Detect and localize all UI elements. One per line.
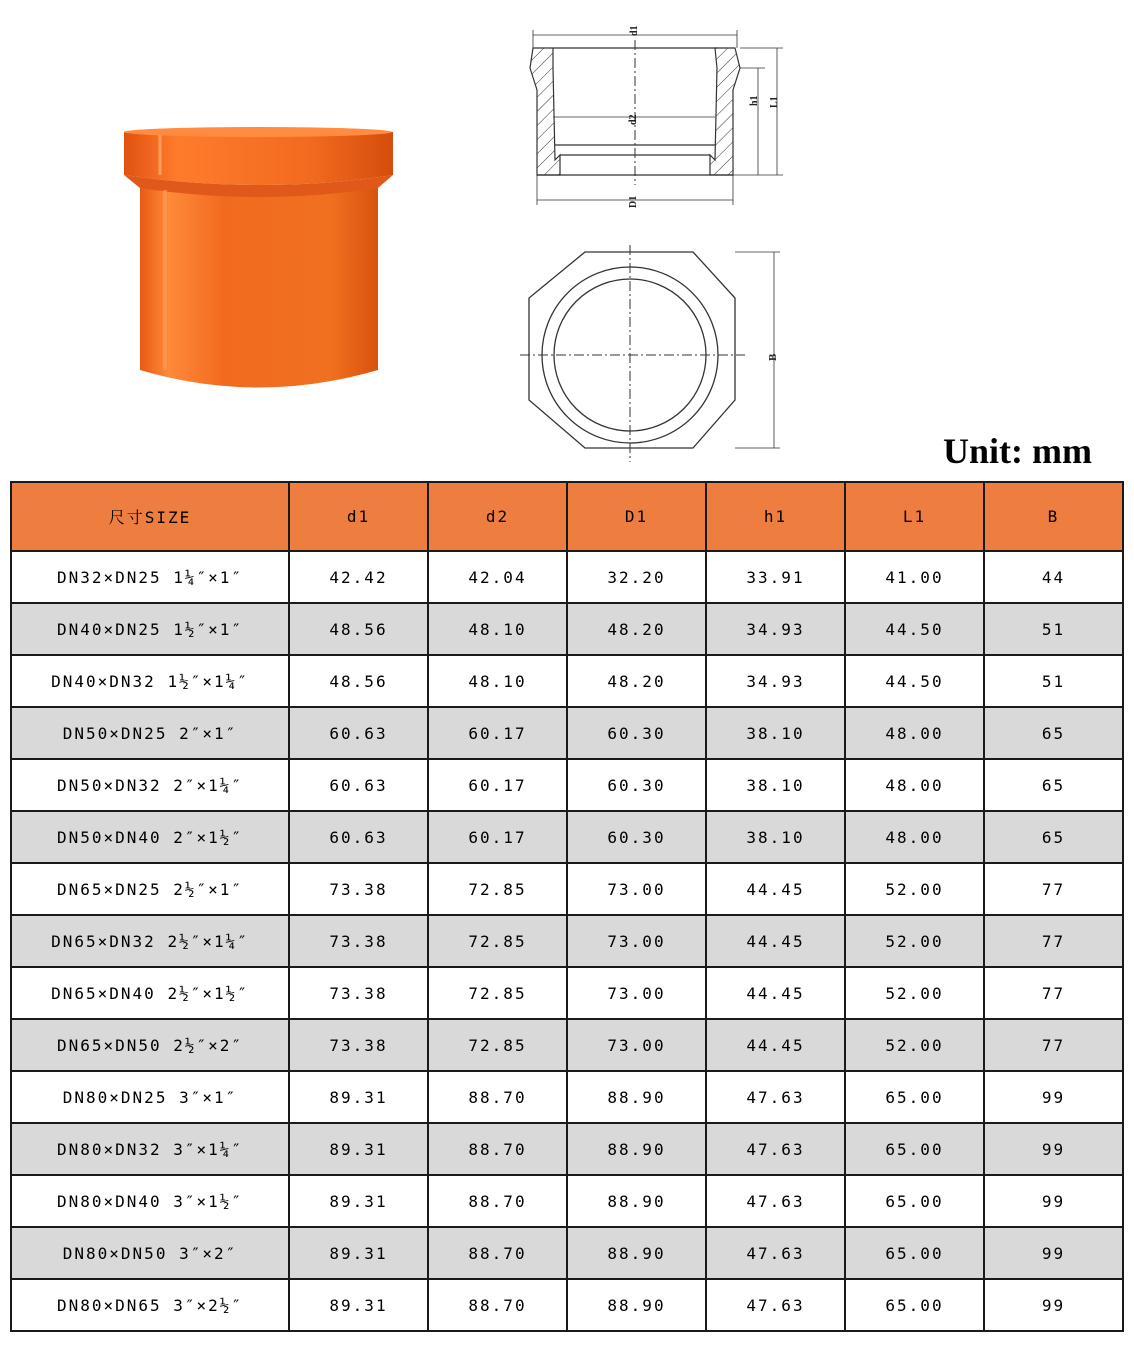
table-row: [11, 1227, 1123, 1279]
cell-h1: 38.10: [706, 707, 845, 759]
cell-h1: 38.10: [706, 811, 845, 863]
dim-label-B: B: [767, 353, 779, 361]
cell-h1: 44.45: [706, 967, 845, 1019]
cell-d2: 88.70: [428, 1175, 567, 1227]
header-D1: D1: [567, 482, 706, 551]
cell-B: 99: [984, 1227, 1123, 1279]
cell-d2: 72.85: [428, 1019, 567, 1071]
cell-D1: 88.90: [567, 1071, 706, 1123]
table-row: [11, 707, 1123, 759]
cell-size: DN50×DN40 2″×1½″: [11, 811, 289, 863]
table-row: [11, 1279, 1123, 1331]
cell-h1: 44.45: [706, 915, 845, 967]
table-row: [11, 655, 1123, 707]
cell-size: DN65×DN50 2½″×2″: [11, 1019, 289, 1071]
cell-B: 77: [984, 967, 1123, 1019]
cell-d1: 89.31: [289, 1227, 428, 1279]
cell-D1: 48.20: [567, 603, 706, 655]
cell-d1: 89.31: [289, 1175, 428, 1227]
table-header-row: [11, 482, 1123, 551]
table-row: [11, 915, 1123, 967]
unit-label: Unit: mm: [943, 431, 1092, 471]
cell-h1: 44.45: [706, 863, 845, 915]
cell-B: 77: [984, 915, 1123, 967]
table-row: [11, 551, 1123, 603]
cell-d1: 89.31: [289, 1123, 428, 1175]
cell-D1: 88.90: [567, 1279, 706, 1331]
dim-label-L1: L1: [769, 96, 780, 108]
cell-size: DN50×DN32 2″×1¼″: [11, 759, 289, 811]
cell-h1: 44.45: [706, 1019, 845, 1071]
cell-B: 51: [984, 655, 1123, 707]
cell-B: 65: [984, 707, 1123, 759]
cell-d2: 88.70: [428, 1227, 567, 1279]
cell-d1: 60.63: [289, 707, 428, 759]
cell-d2: 88.70: [428, 1123, 567, 1175]
cell-d2: 48.10: [428, 603, 567, 655]
cell-d2: 88.70: [428, 1071, 567, 1123]
cell-size: DN40×DN32 1½″×1¼″: [11, 655, 289, 707]
cell-d2: 72.85: [428, 967, 567, 1019]
cell-size: DN40×DN25 1½″×1″: [11, 603, 289, 655]
cell-D1: 32.20: [567, 551, 706, 603]
dim-label-d2: d2: [628, 114, 639, 125]
cell-d1: 48.56: [289, 655, 428, 707]
cell-h1: 38.10: [706, 759, 845, 811]
cell-B: 65: [984, 811, 1123, 863]
cell-d2: 88.70: [428, 1279, 567, 1331]
cell-h1: 47.63: [706, 1279, 845, 1331]
cell-D1: 73.00: [567, 915, 706, 967]
cell-D1: 73.00: [567, 1019, 706, 1071]
table-row: [11, 811, 1123, 863]
cell-d1: 89.31: [289, 1071, 428, 1123]
table-row: [11, 967, 1123, 1019]
cell-d2: 60.17: [428, 759, 567, 811]
cell-size: DN65×DN32 2½″×1¼″: [11, 915, 289, 967]
cell-h1: 47.63: [706, 1123, 845, 1175]
cell-L1: 44.50: [845, 603, 984, 655]
cell-d1: 48.56: [289, 603, 428, 655]
cell-size: DN80×DN32 3″×1¼″: [11, 1123, 289, 1175]
header-h1: h1: [706, 482, 845, 551]
cell-d1: 60.63: [289, 811, 428, 863]
cell-d1: 73.38: [289, 967, 428, 1019]
header-size: 尺寸SIZE: [11, 482, 289, 551]
cell-L1: 48.00: [845, 707, 984, 759]
cell-L1: 44.50: [845, 655, 984, 707]
header-L1: L1: [845, 482, 984, 551]
cell-L1: 52.00: [845, 967, 984, 1019]
cell-h1: 47.63: [706, 1227, 845, 1279]
cell-B: 51: [984, 603, 1123, 655]
cell-size: DN80×DN65 3″×2½″: [11, 1279, 289, 1331]
dim-label-d1: d1: [629, 25, 640, 36]
cell-D1: 60.30: [567, 811, 706, 863]
dimension-table: [10, 481, 1124, 1332]
cell-h1: 34.93: [706, 603, 845, 655]
cell-size: DN80×DN40 3″×1½″: [11, 1175, 289, 1227]
cell-h1: 33.91: [706, 551, 845, 603]
table-row: [11, 1019, 1123, 1071]
cell-L1: 48.00: [845, 811, 984, 863]
cell-size: DN65×DN25 2½″×1″: [11, 863, 289, 915]
table-row: [11, 603, 1123, 655]
cell-L1: 48.00: [845, 759, 984, 811]
cell-D1: 60.30: [567, 759, 706, 811]
cell-h1: 47.63: [706, 1175, 845, 1227]
table-row: [11, 1175, 1123, 1227]
cell-d2: 60.17: [428, 707, 567, 759]
cell-B: 77: [984, 1019, 1123, 1071]
cell-B: 65: [984, 759, 1123, 811]
cell-B: 99: [984, 1175, 1123, 1227]
cell-size: DN80×DN50 3″×2″: [11, 1227, 289, 1279]
cell-D1: 60.30: [567, 707, 706, 759]
cell-B: 77: [984, 863, 1123, 915]
cell-size: DN65×DN40 2½″×1½″: [11, 967, 289, 1019]
cell-d2: 48.10: [428, 655, 567, 707]
cell-D1: 73.00: [567, 967, 706, 1019]
cell-D1: 88.90: [567, 1175, 706, 1227]
cell-D1: 73.00: [567, 863, 706, 915]
cell-size: DN32×DN25 1¼″×1″: [11, 551, 289, 603]
cell-d1: 89.31: [289, 1279, 428, 1331]
cell-size: DN50×DN25 2″×1″: [11, 707, 289, 759]
side-section-drawing: [515, 20, 795, 220]
top-view-drawing: [515, 240, 795, 470]
table-row: [11, 1123, 1123, 1175]
cell-L1: 52.00: [845, 1019, 984, 1071]
cell-L1: 65.00: [845, 1071, 984, 1123]
cell-size: DN80×DN25 3″×1″: [11, 1071, 289, 1123]
cell-d1: 42.42: [289, 551, 428, 603]
cell-L1: 65.00: [845, 1123, 984, 1175]
table-row: [11, 1071, 1123, 1123]
cell-d1: 73.38: [289, 915, 428, 967]
table-row: [11, 863, 1123, 915]
cell-d2: 72.85: [428, 915, 567, 967]
cell-d1: 73.38: [289, 1019, 428, 1071]
header-B: B: [984, 482, 1123, 551]
cell-h1: 47.63: [706, 1071, 845, 1123]
cell-d1: 73.38: [289, 863, 428, 915]
cell-D1: 48.20: [567, 655, 706, 707]
cell-L1: 65.00: [845, 1227, 984, 1279]
cell-h1: 34.93: [706, 655, 845, 707]
header-d1: d1: [289, 482, 428, 551]
cell-L1: 41.00: [845, 551, 984, 603]
cell-B: 99: [984, 1123, 1123, 1175]
cell-D1: 88.90: [567, 1123, 706, 1175]
cell-d1: 60.63: [289, 759, 428, 811]
cell-L1: 65.00: [845, 1279, 984, 1331]
cell-B: 99: [984, 1071, 1123, 1123]
cell-L1: 52.00: [845, 863, 984, 915]
cell-L1: 65.00: [845, 1175, 984, 1227]
header-d2: d2: [428, 482, 567, 551]
cell-D1: 88.90: [567, 1227, 706, 1279]
dim-label-h1: h1: [749, 95, 760, 106]
cell-L1: 52.00: [845, 915, 984, 967]
table-row: [11, 759, 1123, 811]
dim-label-D1: D1: [628, 195, 639, 208]
cell-d2: 42.04: [428, 551, 567, 603]
cell-B: 44: [984, 551, 1123, 603]
cell-B: 99: [984, 1279, 1123, 1331]
product-photo: [110, 120, 410, 410]
cell-d2: 60.17: [428, 811, 567, 863]
cell-d2: 72.85: [428, 863, 567, 915]
